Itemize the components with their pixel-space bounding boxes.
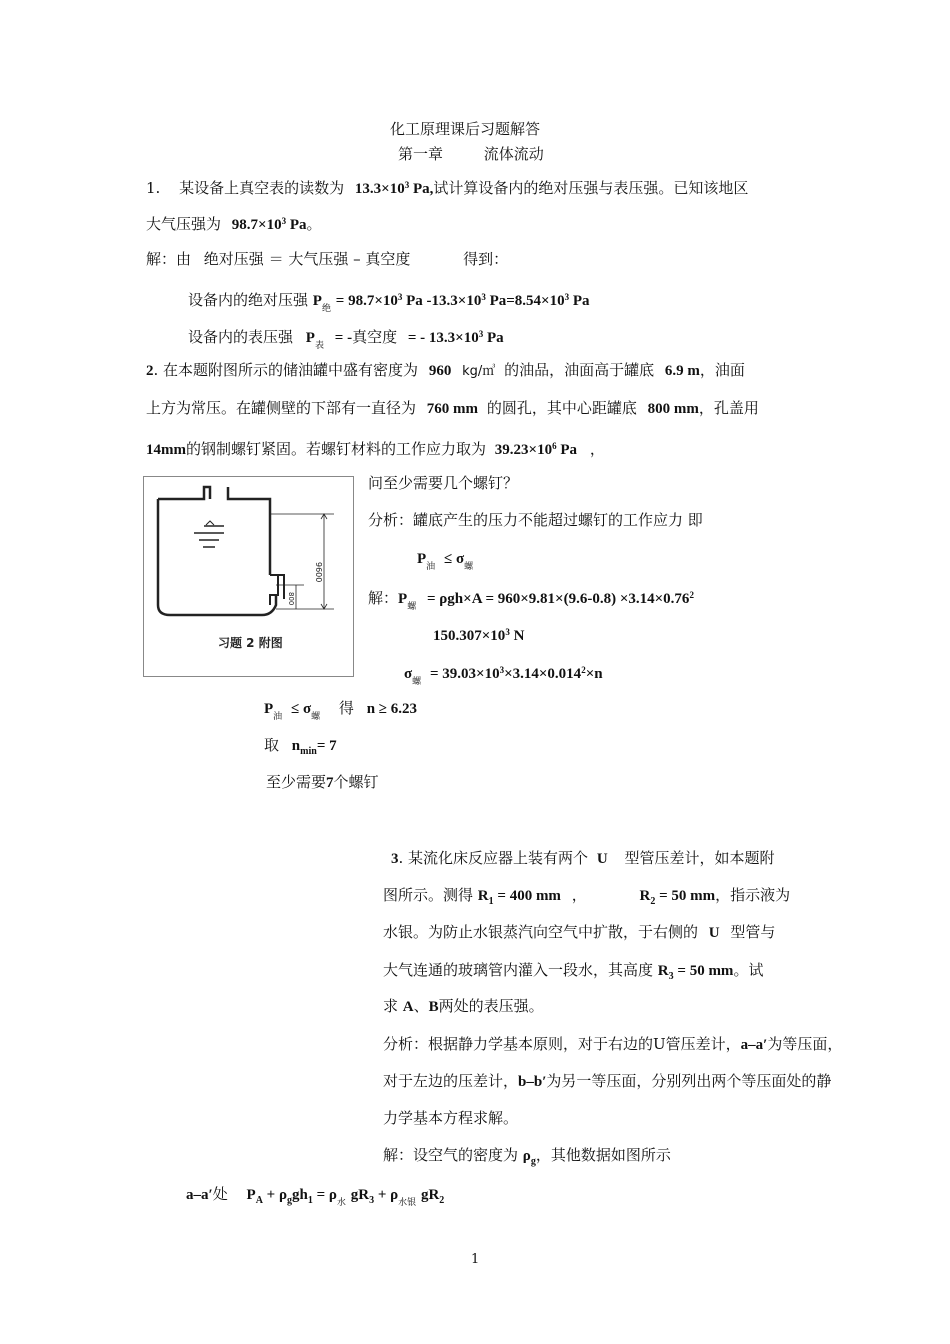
p2-v2: 6.9 m: [664, 363, 700, 379]
p1-abs-eq2: Pa -13.3×10: [406, 293, 482, 309]
p3-t10: 、: [413, 997, 429, 1015]
p2-solution: [368, 585, 694, 617]
dimension-label-9600: 9600: [314, 562, 323, 583]
p1-value-c: 98.7×10: [231, 217, 282, 233]
p3-rho-g: ρ: [522, 1148, 531, 1164]
p2-sigma-e2: 2: [581, 665, 586, 675]
p2-sigma: [404, 660, 603, 692]
p2-take-nmin: [264, 735, 337, 762]
p3-R3-sub: 3: [668, 971, 674, 982]
p2-sol-P: P: [398, 591, 408, 607]
p1-number: 1.: [146, 179, 161, 197]
p2-res-sub2: 螺: [311, 712, 321, 722]
p2-t7: 的钢制螺钉紧固。若螺钉材料的工作应力取为: [186, 440, 487, 458]
p3-R1: R: [477, 888, 489, 904]
p1-gauge-text: 真空度: [352, 328, 398, 346]
p3-eq-p3-sub: 水: [336, 1198, 346, 1208]
p2-sol-sub: 螺: [407, 602, 417, 612]
p3-eq-p2: gh: [292, 1187, 308, 1203]
p1-value: 13.3×10: [354, 181, 405, 197]
p1-gauge-subscript: 表: [314, 341, 324, 351]
dimension-label-800: 800: [287, 592, 295, 606]
p2-res-op: ≤ σ: [290, 701, 312, 717]
p3-analysis-2: [383, 1071, 831, 1092]
p2-ineq-sub1: 油: [426, 562, 436, 572]
p3-aa: a–a′: [740, 1037, 768, 1053]
p3-t9: 求: [383, 997, 399, 1015]
p2-res-n: n ≥ 6.23: [366, 701, 418, 717]
chapter-number: 第一章: [398, 145, 444, 163]
document-title: 化工原理课后习题解答: [390, 120, 541, 138]
p3-eq-label2: 处: [212, 1185, 228, 1203]
p2-t8: ，: [589, 440, 605, 458]
p2-sol-val-unit: N: [513, 628, 525, 644]
p3-sol1: 解：设空气的密度为: [383, 1146, 519, 1164]
p1-abs-eq4: Pa: [572, 293, 590, 309]
p3-t5: 水银。为防止水银蒸汽向空气中扩散，于右侧的: [383, 923, 699, 941]
p2-t3: ，油面: [699, 361, 745, 379]
p3-t6: 型管与: [730, 923, 776, 941]
p2-result: [264, 698, 417, 727]
p3-line-5: [383, 996, 544, 1017]
p2-e6: 6: [552, 441, 557, 451]
p3-number: 3: [391, 851, 399, 867]
p3-R1-sub: 1: [488, 896, 494, 907]
p3-R2-sub: 2: [650, 896, 656, 907]
p2-sol-prefix: 解：: [368, 589, 399, 607]
p2-concl-b: 7: [326, 775, 334, 791]
p1-line-2: [146, 211, 322, 235]
p1-text: 某设备上真空表的读数为: [179, 179, 345, 197]
problem-2-figure: [143, 476, 354, 677]
p1-abs-symbol: P: [312, 293, 322, 309]
p3-analysis-3: 力学基本方程求解。: [383, 1109, 519, 1127]
p2-take: 取: [264, 736, 280, 754]
p2-u6: Pa: [560, 442, 578, 458]
p2-v6: 39.23×10: [494, 442, 553, 458]
p3-t11: 两处的表压强。: [438, 997, 544, 1015]
p3-R1-val: = 400 mm: [497, 888, 561, 904]
p2-conclusion: [266, 772, 379, 793]
p3-t8: 。试: [733, 961, 764, 979]
p3-t2: 型管压差计，如本题附: [624, 849, 775, 867]
p2-inequality: [417, 548, 473, 577]
p3-t4: ，指示液为: [715, 886, 791, 904]
p3-U: U: [596, 851, 608, 867]
p1-abs-eq3: Pa=8.54×10: [489, 293, 565, 309]
p3-t3: 图所示。测得: [383, 886, 474, 904]
p3-line-1: [391, 848, 774, 869]
p1-abs-subscript: 绝: [321, 304, 331, 314]
p1-gauge-pressure: [188, 324, 504, 356]
p1-abs-e3: 3: [564, 292, 570, 302]
p1-exponent-c: 3: [281, 216, 287, 226]
figure-caption: 习题 2 附图: [218, 636, 283, 650]
p2-v3: 760 mm: [426, 401, 479, 417]
p3-eq-p1: + ρ: [266, 1187, 287, 1203]
p2-sigma-eq: = 39.03×10: [429, 666, 500, 682]
p3-eq-PA: P: [246, 1187, 256, 1203]
p1-unit: Pa,: [412, 181, 434, 197]
chapter-name: 流体流动: [483, 145, 544, 163]
p3-eq-p4-sub: 3: [369, 1195, 375, 1206]
p1-abs-eq1: = 98.7×10: [335, 293, 398, 309]
p2-ineq-op: ≤ σ: [443, 551, 465, 567]
p2-number: 2: [146, 363, 154, 379]
p1-solution-prefix: 解：由: [146, 250, 192, 268]
p1-solution-line: [146, 249, 508, 269]
p2-sol-eq: = ρgh×A = 960×9.81×(9.6-0.8) ×3.14×0.76: [426, 591, 690, 607]
p1-absolute-pressure: [188, 287, 590, 319]
p2-concl-c: 个螺钉: [333, 773, 379, 791]
p1-gauge-unit: Pa: [486, 330, 504, 346]
p1-gauge-label: 设备内的表压强: [188, 328, 294, 346]
p3-eq-p3: = ρ: [316, 1187, 337, 1203]
p3-eq-PA-sub: A: [255, 1195, 263, 1206]
p1-abs-e1: 3: [397, 292, 403, 302]
p1-gauge-exp: 3: [478, 329, 484, 339]
p3-eq-p1-sub: g: [287, 1195, 292, 1206]
p1-text-b: 试计算设备内的绝对压强与表压强。已知该地区: [433, 179, 749, 197]
p3-B: B: [428, 999, 439, 1015]
p3-R2: R: [639, 888, 651, 904]
p3-eq-p6: gR: [420, 1187, 440, 1203]
p3-ana1b: 为等压面，: [767, 1035, 843, 1053]
p3-R3-val: = 50 mm: [677, 963, 734, 979]
p1-text-d: 。: [306, 215, 322, 233]
p2-t5: 的圆孔，其中心距罐底: [486, 399, 637, 417]
p3-eq-label: a–a′: [186, 1187, 213, 1203]
p3-ana1: 分析：根据静力学基本原则，对于右边的U管压差计，: [383, 1035, 741, 1053]
p2-t4: 上方为常压。在罐侧壁的下部有一直径为: [146, 399, 417, 417]
p2-ineq-sub2: 螺: [464, 562, 474, 572]
p1-gauge-symbol: P: [305, 330, 315, 346]
p2-line-3: [146, 436, 605, 460]
chapter-heading: [398, 144, 544, 164]
p2-nmin-val: = 7: [316, 738, 337, 754]
p2-res-P: P: [264, 701, 274, 717]
p2-ineq-P: P: [417, 551, 427, 567]
p1-line-1: [146, 175, 748, 199]
p3-line-2: [383, 885, 790, 912]
p1-solution-formula: 绝对压强 ＝ 大气压强 – 真空度: [203, 250, 411, 268]
p3-eq-p5: + ρ: [377, 1187, 399, 1203]
p2-sigma-eq3: ×n: [585, 666, 603, 682]
p3-eq-p6-sub: 2: [439, 1195, 445, 1206]
p2-sigma-sub: 螺: [412, 677, 422, 687]
p3-sol1b: ，其他数据如图所示: [535, 1146, 671, 1164]
p3-line-3: [383, 922, 775, 943]
p1-text-c: 大气压强为: [146, 215, 222, 233]
p2-res-get: 得: [338, 699, 354, 717]
p3-eq-p2-sub: 1: [307, 1195, 313, 1206]
p2-v4: 800 mm: [647, 401, 699, 417]
p3-U2: U: [708, 925, 720, 941]
p2-sol-val-exp: 3: [505, 627, 510, 637]
p1-solution-get: 得到：: [463, 250, 509, 268]
p2-line-2: [146, 398, 759, 419]
p2-u1: kg/㎥: [462, 364, 496, 379]
p2-sol-val: 150.307×10: [433, 628, 506, 644]
p1-gauge-eq2: = - 13.3×10: [407, 330, 479, 346]
p3-line-4: [383, 960, 763, 987]
p2-concl-a: 至少需要: [266, 773, 327, 791]
p2-t2: 的油品，油面高于罐底: [504, 361, 655, 379]
p3-eq-p5-sub: 水银: [398, 1198, 417, 1208]
p2-analysis: 分析：罐底产生的压力不能超过螺钉的工作应力 即: [368, 511, 703, 529]
p3-rho-g-sub: g: [530, 1156, 536, 1167]
p2-solution-value: [433, 622, 524, 646]
p3-solution: [383, 1145, 671, 1172]
p3-comma: ，: [571, 886, 587, 904]
p2-nmin: n: [291, 738, 301, 754]
p2-res-sub1: 油: [273, 712, 283, 722]
p3-ana2: 对于左边的压差计，: [383, 1072, 519, 1090]
p1-abs-label: 设备内的绝对压强: [188, 291, 309, 309]
p3-t7: 大气连通的玻璃管内灌入一段水，其高度: [383, 961, 654, 979]
p1-unit-c: Pa: [289, 217, 307, 233]
p2-sol-exp: 2: [689, 590, 694, 600]
p1-exponent: 3: [404, 180, 410, 190]
page-number: 1: [471, 1252, 480, 1267]
p3-bb: b–b′: [518, 1074, 547, 1090]
p3-equation: [186, 1184, 444, 1213]
p2-line-1: [146, 360, 745, 382]
p2-v1: 960: [428, 363, 452, 379]
p2-question: 问至少需要几个螺钉？: [368, 474, 519, 492]
p2-sigma-e: 3: [499, 665, 505, 675]
p3-R3: R: [657, 963, 669, 979]
p2-t6: ，孔盖用: [698, 399, 759, 417]
p3-t1: . 某流化床反应器上装有两个: [398, 849, 589, 867]
p1-gauge-eq1: = -: [334, 330, 353, 346]
p3-eq-p4: gR: [350, 1187, 370, 1203]
p2-sigma-symbol: σ: [404, 666, 413, 682]
p2-t1: . 在本题附图所示的储油罐中盛有密度为: [153, 361, 419, 379]
p2-v5: 14mm: [146, 442, 186, 458]
p2-sigma-eq2: ×3.14×0.014: [504, 666, 582, 682]
p2-nmin-sub: min: [300, 746, 317, 757]
storage-tank-diagram: [144, 477, 353, 676]
p3-A: A: [402, 999, 414, 1015]
p3-analysis-1: [383, 1034, 842, 1055]
p3-R2-val: = 50 mm: [659, 888, 716, 904]
p3-ana2b: 为另一等压面，分别列出两个等压面处的静: [546, 1072, 832, 1090]
p1-abs-e2: 3: [481, 292, 486, 302]
